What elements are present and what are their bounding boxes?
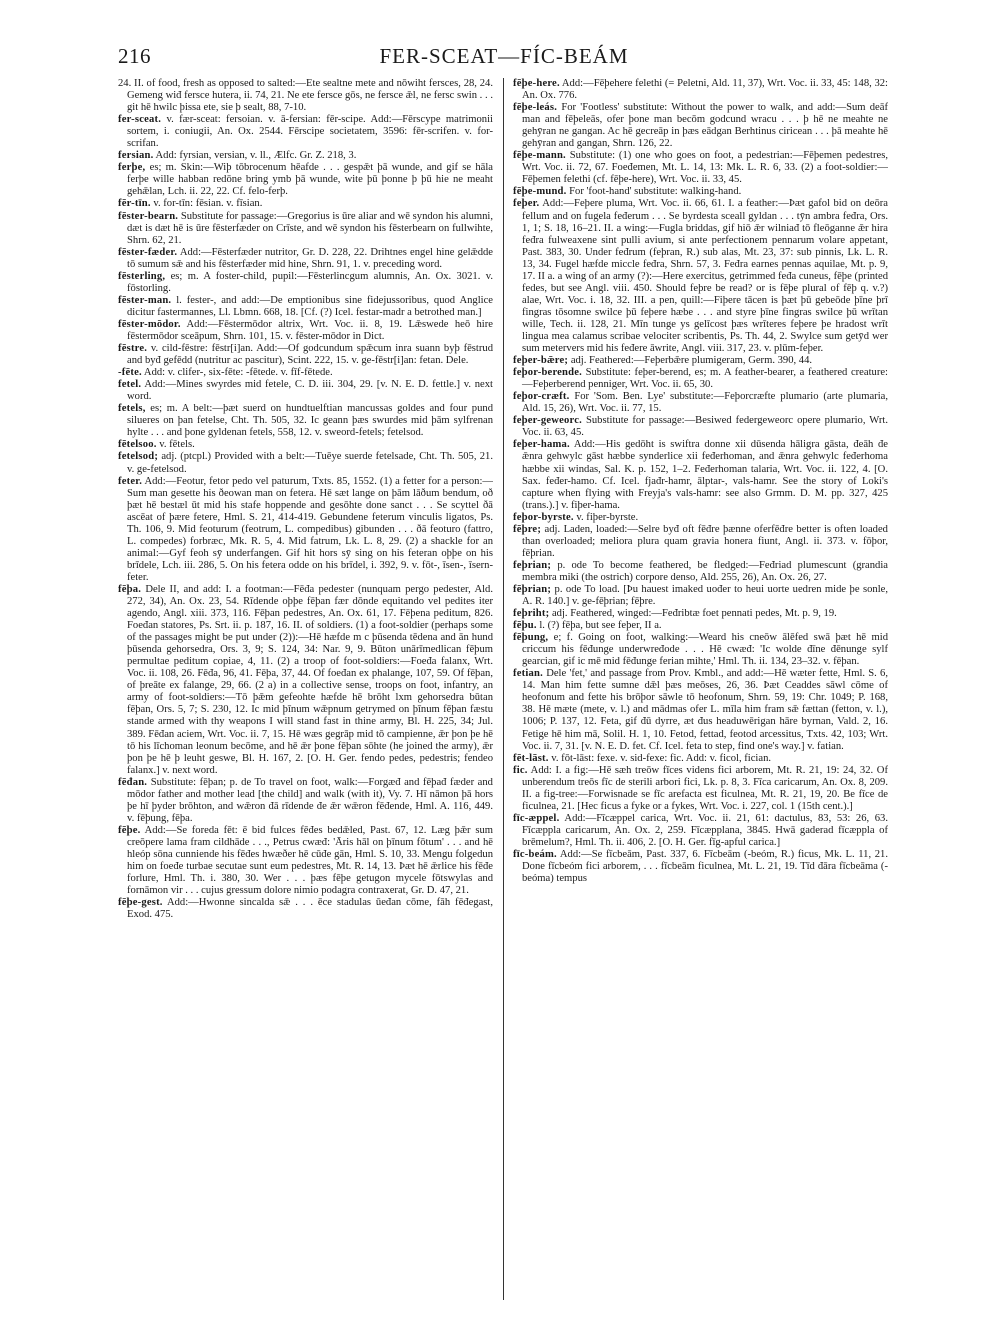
headword: fēþe-mann. [513, 150, 566, 162]
dictionary-entry [513, 198, 888, 355]
entry-text: v. fōt-lāst: fexe. v. sid-fexe: fic. Add: v. ficol, fician. [551, 752, 772, 764]
headword: fēster-man. [118, 294, 172, 306]
headword: fersian. [118, 150, 154, 162]
dictionary-entry [513, 78, 888, 102]
entry-text: For 'Som. Ben. Lye' substitute:—Feþorcræfte plumario (arte plumaria, Ald. 15, 26), Wrt. Voc. ii. 77, 15. [522, 391, 888, 415]
dictionary-entry [118, 897, 493, 921]
dictionary-entry [513, 668, 888, 752]
entry-text: l. fester-, and add:—De emptionibus sine fidejussoribus, quod Anglice dicitur fastermannes, Ll. Lbmn. 668, 18. [Cf. (?) Icel. festar-madr a betrothed man.] [127, 294, 493, 318]
dictionary-entry [118, 777, 493, 825]
dictionary-entry [118, 162, 493, 198]
headword: fēster-mōdor. [118, 318, 181, 330]
entry-text: adj. Laden, loaded:—Selre byđ oft fēđre þænne oferfēđre better is often loaded than overloaded; meliora plura quam gravia honera fiunt, Angl. ii. 373. v. fōþor, fēþrian. [522, 523, 888, 559]
entry-text: For 'foot-hand' substitute: walking-hand. [569, 186, 742, 198]
headword: -fēte. [118, 367, 142, 379]
entry-text: Add:—His gedōht is swiftra donne xii dūsenda hāligra gāsta, đeāh đe ǣnra gehwylc gāst hæbbe synderlice xii feđerhoman, and ǣnra gehwylc feđerhoma hæbbe xii windas, Sal. K. p. 152, 1–2. Feđerhoman talaria, Wrt. Voc. ii. 122, 4. [O. Sax. feđer-hamo. Cf. Icel. fjađr-hamr, ālptar-, vals-hamr. See the story of Loki's capture when flying with Freyja's vals-hamr: see also Grmm. D. M. pp. 327, 425 (trans.).] v. fiþer-hama. [522, 439, 888, 511]
entry-text: Add: fyrsian, versian, v. ll., Ælfc. Gr. Z. 218, 3. [155, 150, 357, 162]
dictionary-entry [118, 476, 493, 584]
entry-text: p. ode To load. [Þu hauest imaked uođer to heui uorte uedren mide þe sonle, A. R. 140.] v. ge-fēþrian; fēþre. [522, 583, 888, 608]
headword: fēþe-leás. [513, 102, 558, 114]
headword: fēster-fæder. [118, 246, 178, 258]
entry-text: Dele 'fet,' and passage from Prov. Kmbl., and add:—Hē wæter fette, Hml. S. 6, 14. Man him fette sumne dǣl þæs meōses, 26, 36. Þæt Ceaddes sāwl cōme of heofonum and fette his brōþor sāwle tō heofonum, Shrn. 59, 19: Chr. 1049; P. 168, 38. Hē mæte (mete, v. l.) and mādmas ofer L. mīla him fram sǣ fættan (fetton, v. l.), 1006; P. 137, 12. Feta, gif đū dyrre, æt đus headuwērigan hāre byrnan, Vald. 2, 16. Fetige hē him mā, Solil. H. 1, 10. Fetod, fettad, feotod arcessitus, Txts. 42, 103; Wrt. Voc. ii. 7, 31. [v. N. E. D. fet. Cf. Icel. feta to step, find one's way.] v. fatian. [522, 668, 888, 752]
dictionary-entry [118, 247, 493, 271]
entry-text: Substitute: feþer-berend, es; m. A feather-bearer, a feathered creature:—Feþerberend penniger, Wrt. Voc. ii. 65, 30. [522, 367, 888, 391]
headword: feþer-geweorc. [513, 415, 582, 427]
dictionary-entry [118, 451, 493, 475]
headword: fēr-tīn. [118, 198, 151, 210]
dictionary-entry [513, 632, 888, 668]
entry-text: v. fiþer-byrste. [576, 511, 639, 523]
dictionary-entry [118, 343, 493, 367]
dictionary-entry [118, 403, 493, 439]
dictionary-entry [118, 379, 493, 403]
entry-text: Add:—Feotur, fetor pedo vel paturum, Txts. 85, 1552. (1) a fetter for a person:—Sum man gesette his ðeowan man on fetera. Hē sæt lange on þām lāðum bendum, oð þæt hē bestæl ūt mid his stafe hoppende and gesōhte done sanct . . . Se scyttel ðā ascēat of þære fetere, Hml. S. 21, 414-419. Gebundene feterum vinculis ligatos, Ps. Th. 106, 9. Mid feoturum (feotrum, L. compedibus) gibunden . . . ðā feoturo (fattro, L. compedes) forbræc, Mk. R. 5, 4. Mid fatrum, Lk. L. 8, 29. (2) a shackle for an animal:—Gyf feoh sȳ underfangen. Gif hit hors sȳ sing on his feteran oþþe on his brīdele, Lch. iii. 286, 5. On his fetera odde on his brīdel, i. 392, 9. v. fōt-, īsen-, īsern-feter. [127, 475, 493, 583]
dictionary-entry [513, 150, 888, 186]
entry-text: Add:—Fīcæppel carica, Wrt. Voc. ii. 21, 61: dactulus, 83, 53: 26, 63. Fīcæppla caricarum, An. Ox. 2, 259. Fīcæpplana, 3845. Hwā gaderad fīcæppla of brēmelum?, Hml. Th. ii. 406, 2. [O. H. Ger. fīg-apful carica.] [522, 812, 888, 848]
headword: fētelsoo. [118, 439, 157, 451]
headword: ferþe, [118, 162, 146, 174]
headword: fīc-æppel. [513, 812, 560, 824]
headword: fēþe-gest. [118, 897, 163, 909]
headword: feþor-cræft. [513, 391, 570, 403]
entry-text: v. fētels. [159, 439, 195, 451]
page-header [118, 44, 890, 76]
entry-text: Substitute for passage:—Gregorius is ūre aliar and wē syndon his alumni, dæt is dæt hē is ūre fēsterfæder on Crīste, and wē syndon his fēsterbearn on fullwihte, Shrn. 62, 21. [127, 210, 493, 246]
dictionary-entry [513, 512, 888, 524]
entry-text: v. cild-fēstre: fēstr[i]an. Add:—Of godcundum spǣcum inra suann byþ fēstrud and byđ gefēdd (nutritur ac pascitur), Scint. 222, 15. v. ge-fēstr[i]an: fetan. Dele. [127, 343, 493, 367]
dictionary-entry [513, 765, 888, 813]
entry-text: Add:—Se foreda fēt: ē bid fulces fēđes bedǣled, Past. 67, 12. Læg þǣr sum creōpere lama fram cildhāde . . ., Petrus cwæđ: 'Āris hāl on þīnum fōtum' . . . and hē hleóp sōna cunniende his fēđes hwæðer hē cūđe gān, Hml. S. 10, 33. Mengu folgedun him on foeđe turbae secutae sunt eum pedestres, Mt. R. 14, 13. Þæt hē ǣrlice his fēđe forlure, Hml. Th. i. 380, 30. Wer . . . þæs fēþe getugon mycele fōtswylas and fornāmon vir . . . cujus gressum dolore nimio podagra contraxerat, Gr. D. 47, 21. [127, 824, 493, 897]
entry-text: For 'Footless' substitute: Without the power to walk, and add:—Sum deāf man and fēþeleās, ofer þone man becōm godcund wracu . . . þ hē ne meahte ne gehȳran ne gangan. Ac hē gecreāp in þæs eādgan Berhtinus ciricean . . . þā meahte hē gehȳran and gangan, Shrn. 126, 22. [522, 102, 888, 150]
dictionary-entry [513, 849, 888, 885]
dictionary-entry [513, 753, 888, 765]
right-column [513, 78, 888, 1303]
entry-text: Add:—Hwonne sincalda sǣ . . . ēce stadulas ūeđan cōme, fāh fēđegast, Exod. 475. [127, 897, 493, 921]
headword: fic. [513, 764, 528, 776]
headword: fēster-bearn. [118, 210, 179, 222]
running-head: FER-SCEAT—FÍC-BEÁM [379, 44, 629, 68]
dictionary-entry [118, 439, 493, 451]
entry-text: Add:—Mines swyrdes mid fetele, C. D. iii. 304, 29. [v. N. E. D. fettle.] v. next word. [127, 379, 493, 403]
headword: fīc-beám. [513, 849, 557, 860]
entry-text: e; f. Going on foot, walking:—Weard his cneōw ālēfed swā þæt hē mid criccum his fēđunge underwređode . . . Hē cwæđ: 'Ic wolde đīne đēnunge sylf gearcian, gif ic mē mid fēđunge ferian mihte,' Hml. Th. ii. 134, 23–32. v. fēþan. [522, 632, 888, 668]
dictionary-entry [513, 439, 888, 511]
headword: fēþe. [118, 824, 141, 836]
entry-text: es; m. A foster-child, pupil:—Fēsterlincgum alumnis, An. Ox. 3021. v. fōstorling. [127, 270, 493, 294]
headword: feþor-byrste. [513, 511, 574, 523]
dictionary-entry [513, 415, 888, 439]
headword: feþor-berende. [513, 367, 582, 379]
entry-text: Substitute for passage:—Besiwed federgeweorc opere plumario, Wrt. Voc. ii. 63, 45. [522, 415, 888, 439]
headword: fēþre; [513, 523, 542, 535]
dictionary-entry [118, 114, 493, 150]
dictionary-entry [513, 367, 888, 391]
dictionary-entry [513, 186, 888, 198]
headword: feþer. [513, 198, 540, 210]
headword: fetian. [513, 668, 543, 680]
entry-text: Add:—Feþere pluma, Wrt. Voc. ii. 66, 61. I. a feather:—Þæt gafol bid on deōra fellum and on fugela feđerum . . . Se byrdesta sceall gyldan . . . tȳn ambra feđra, Ors. 1, 1; S. 18, 16–21. II. a wing:—Fugla briddas, gif hiō ǣr wilniađ tō fleōganne ǣr hira feđra fulweaxene sint pulli avium, si ante perfectionem pennarum volare appetant, Past. 383, 30. Under feđrum (feþran, R.) sub alas, Mt. 23, 37: sub pinnis, Lk. L. R. 13, 34. Fugel hæfde miccle feđra, Shrn. 57, 3. Feđra earnes pennas aquilae, Mt. p. 9, 17. II a. a wing of an army (?):—Here exercitus, getrimmed feđa cuneus, fēþe (printed fedes, but see Angl. viii. 450. Should feþre be read? or is fēþe plural of fēþ q. v.?) alae, Wrt. Voc. i. 18, 32. III. a pen, quill:—Fiþere tācen is þæt þū gebeōde þīne þrī fingras tōsomne swilce þū feþere hæbe . . . and styre þīne fingras swilce þū wrītan wille, Tech. ii. 128, 21. Mīn tunge ys gelīcost þæs wrīteres feþere þe hradost wrīt lingua mea calamus scribae velociter scribentis, Ps. Th. 44, 2. Swylce sum getȳd wer sum metervers mid his feđere āwrite, Angl. viii. 317, 23. v. plūm-feþer. [522, 198, 888, 355]
column-divider [503, 78, 504, 1300]
dictionary-entry [513, 608, 888, 620]
dictionary-entry [513, 584, 888, 608]
headword: fēþung, [513, 632, 549, 644]
dictionary-entry [118, 271, 493, 295]
entry-text: v. for-tīn: fēsian. v. fīsian. [153, 198, 263, 210]
dictionary-entry [118, 825, 493, 897]
entry-text: l. (?) fēþa, but see feþer, II a. [539, 620, 662, 632]
page-number: 216 [118, 44, 151, 68]
left-column [118, 78, 493, 1303]
entry-text: Dele II, and add: I. a footman:—Fēđa pedester (nunquam pergo pedester, Ald. 272, 34), An. Ox. 23, 54. Rīdende oþþe fēþan fær dōnde equitando vel pedites iter agendo, Angl. xiii. 373, 116. Fēþan pedestres, An. Ox. 61, 17. Fēþena peditum, 826. Foeđan statores, Ps. Srt. ii. p. 187, 16. II. of soldiers. (1) a foot-soldier (perhaps some of the passages might be put under (2)):—Hē hæfde m c þūsenda tēdena and ān hund þūsenda gehorsedra, Ors. 3, 9; S. 124, 34: Nar. 9, 9. Būton unārīmedlican fēþum permultae peditum copiae, 4, 11. (2) a troop of foot-soldiers:—Foeđa falanx, Wrt. Voc. ii. 108, 26. Fēđa, 96, 41. Fēþa, 37, 44. Of foeđan ex phalange, 107, 59. Of fēþan, of þreāte ex falange, 29, 66. (2 a) in a collective sense, troops on foot, infantry, an army of foot-soldiers:—Tō þǣm gefeohte hæfde hē brōht lxm gehorsedra būtan fēþan, Ors. 5, 7; S. 230, 12. Ic mid þīnum wǣpnum getrymed on þīnum fēþan fæstu stande armed with thy weapons I will stand fast in thine army, Bl. H. 225, 34; Jul. 389. Fēđan aciem, Wrt. Voc. ii. 7, 15. Hē wæs gegrāp mid tō campienne, ǣr þon þe hē tō his līchoman leonum becōme, and hē ǣr þone fēþan sōhte (he joined the army), ǣr þon þe hē þ leuht geswe, Bl. H. 167, 2. [O. H. Ger. fendo pedes, pedestris; fendeo falanx.] v. next word. [127, 583, 493, 776]
headword: feter. [118, 475, 143, 487]
headword: fēþe-mund. [513, 186, 567, 198]
dictionary-entry [118, 295, 493, 319]
dictionary-entry [513, 560, 888, 584]
headword: fetel. [118, 379, 142, 391]
headword: fēþe-here. [513, 78, 560, 89]
entry-text: Add:—Se fīcbeām, Past. 337, 6. Fīcbeām (-beóm, R.) ficus, Mk. L. 11, 21. Done fīcbeóm fici arborem, . . . fīcbeām ficulnea, Mt. L. 21, 19. Tīd đāra fīcbeāma (-beóma) tempus [522, 849, 888, 885]
entry-text: Substitute: fēþan; p. de To travel on foot, walk:—Forgæđ and fēþađ fæder and mōdor father and mother lead [the child] and walk (with it), Vy. 7. Hī nāmon þā hors þe hī þyder brōhton, and wǣron đā rīdende đe ǣr wǣron fēđende, Hml. A. 116, 449. v. fēþung, fēþa. [127, 776, 493, 824]
entry-text: v. fær-sceat: fersoian. v. ā-fersian: fēr-scipe. Add:—Fērscype matrimonii sortem, i. coniugii, An. Ox. 2544. Fērscipe societatem, 3596: fēr-scrifen. v. for-scrifan. [127, 114, 493, 150]
dictionary-entry [118, 198, 493, 210]
dictionary-entry [118, 367, 493, 379]
headword: fēstre. [118, 343, 148, 355]
entry-text: Add: v. clifer-, six-fēte: -fētede. v. fīf-fētede. [143, 367, 333, 379]
dictionary-entry [118, 211, 493, 247]
dictionary-entry [513, 524, 888, 560]
headword: fēt-lāst. [513, 752, 549, 764]
headword: fēþa. [118, 583, 142, 595]
headword: fetelsod; [118, 451, 159, 463]
dictionary-entry [118, 78, 493, 114]
dictionary-entry [513, 102, 888, 150]
headword: feþrian; [513, 559, 552, 571]
dictionary-entry [513, 813, 888, 849]
dictionary-entry [513, 391, 888, 415]
headword: fēđan. [118, 776, 148, 788]
headword: fēþrian; [513, 583, 552, 595]
headword: fetels, [118, 403, 146, 415]
entry-text: Add:—Fēþehere felethi (= Peletni, Ald. 11, 37), Wrt. Voc. ii. 33, 45: 148, 32: An. Ox. 776. [522, 78, 888, 102]
entry-text: es; m. Skin:—Wiþ tōbrocenum hēafde . . . gespǣt þā wunde, and gif se hāla ferþe wille habban redōne bring ymb þā wunde, wite þū þonne þ þū hie ne meaht gehǣlan, Lch. ii. 22, 22. Cf. felo-ferþ. [127, 162, 493, 198]
entry-text: Add:—Fēstermōdor altrix, Wrt. Voc. ii. 8, 19. Lǣswede heō hire fēstermōdor sceāpum, Shrn. 101, 15. v. fēster-mōdor in Dict. [127, 318, 493, 342]
dictionary-entry [513, 355, 888, 367]
entry-text: Substitute: (1) one who goes on foot, a pedestrian:—Fēþemen pedestres, Wrt. Voc. ii. 72, 67. Foeđemen, Mt. L. 14, 13: Mk. L. R. 6, 33. (2) a foot-soldier:—Fēþemen felethi (cf. fēþe-here), Wrt. Voc. ii. 33, 45. [522, 150, 888, 186]
headword: fer-sceat. [118, 114, 162, 126]
dictionary-entry [118, 319, 493, 343]
entry-text: Add: I. a fig:—Hē sæh treōw fīces videns fici arborem, Mt. R. 21, 19: 24, 32. Of unberendum treōs fīc de sterili arbori fici, Lk. p. 8, 3. Fīca caricarum, An. Ox. 8, 209. II. a fig-tree:—Forwisnade se fīc arefacta est ficulnea, Mt. R. 21, 19, 20. Be fīce de ficulnea, 21. [Hec ficus a fyke or a fykes, Wrt. Voc. i. 227, col. 1 (15th cent.).] [522, 764, 888, 812]
headword: feþer-bǣre; [513, 355, 569, 367]
entry-text: adj. Feathered:—Feþerbǣre plumigeram, Germ. 390, 44. [570, 355, 813, 367]
entry-text: es; m. A belt:—þæt suerd on hundtuelftian mancussas goldes and four pund silueres on þan fetelse, Cht. Th. 505, 32. Ic geann þæs swurdes mid þām sylfrenan hylte . . . and þone gyldenan fetels, 558, 12. v. sweord-fetels; fetelsod. [127, 403, 493, 439]
dictionary-entry [118, 150, 493, 162]
headword: fēsterling, [118, 270, 166, 282]
headword: feþriht; [513, 608, 550, 620]
entry-text: 24. II. of food, fresh as opposed to salted:—Ete sealtne mete and nōwiht fersces, 28, 24. Gemeng wiđ fersce hutera, ii. 74, 21. Ne ete fersce gōs, ne fersce ǣl, ne fersc swin . . . git hē hwilc þissa ete, sie þ sealt, 88, 7-10. [118, 78, 493, 114]
entry-text: Add:—Fēsterfæder nutritor, Gr. D. 228, 22. Drihtnes engel hine gelǣdde tō sumum sǣ and his fēsterfæder mid hine, Shrn. 91, 1. v. preceding word. [127, 246, 493, 270]
headword: feþer-hama. [513, 439, 570, 451]
entry-text: adj. Feathered, winged:—Feđribtæ foet pennati pedes, Mt. p. 9, 19. [551, 608, 837, 620]
dictionary-entry [513, 620, 888, 632]
entry-text: adj. (ptcpl.) Provided with a belt:—Tuēye suerde fetelsade, Cht. Th. 505, 21. v. ge-fetelsod. [127, 451, 493, 475]
entry-text: p. ode To become feathered, be fledged:—Feđriad plumescunt (grandia membra miki (the ostrich) corpore denso, Ald. 255, 26), An. Ox. 26, 27. [522, 559, 888, 583]
headword: fēþu. [513, 620, 537, 632]
dictionary-entry [118, 584, 493, 777]
